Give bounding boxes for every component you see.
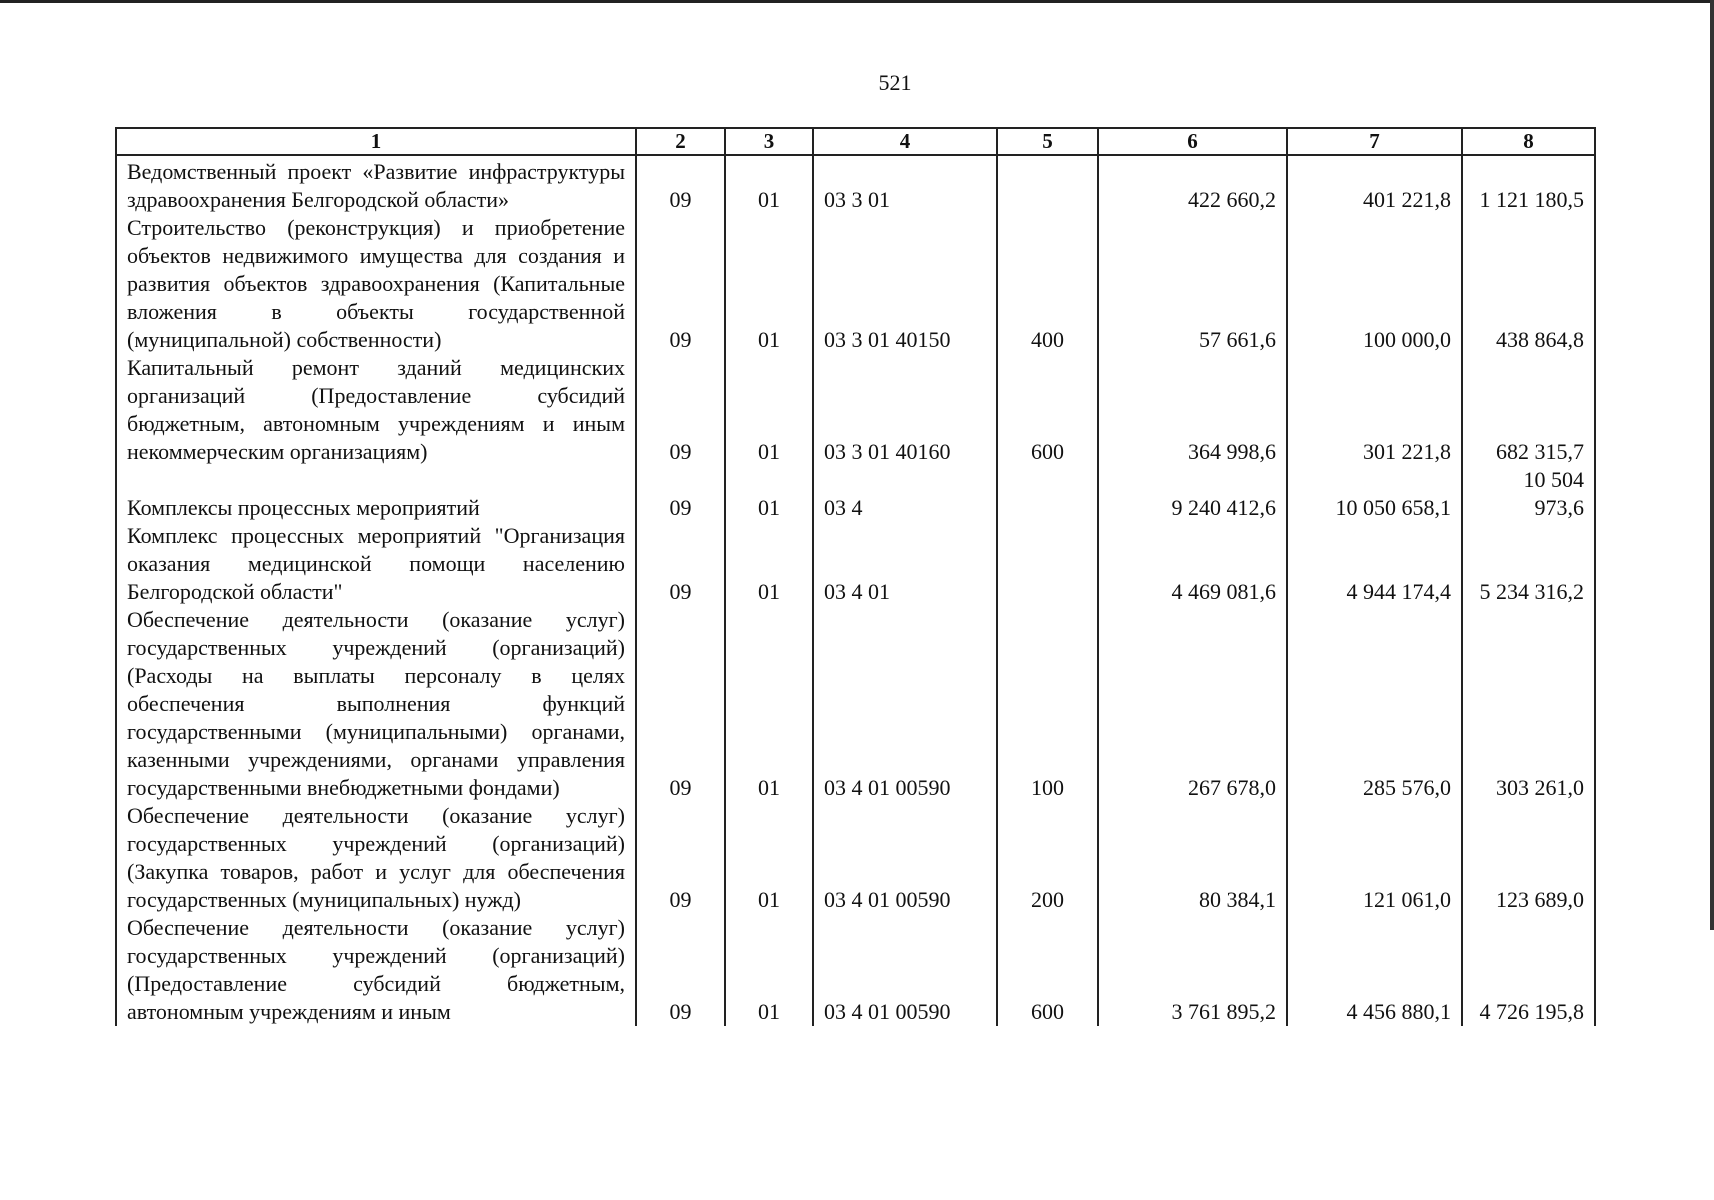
row-expense-type bbox=[997, 522, 1098, 606]
row-amount-col8: 438 864,8 bbox=[1462, 214, 1595, 354]
row-subsection: 01 bbox=[725, 802, 813, 914]
row-target-code: 03 3 01 40160 bbox=[813, 354, 997, 466]
row-section: 09 bbox=[636, 466, 725, 522]
row-section: 09 bbox=[636, 214, 725, 354]
row-amount-col8: 10 504 973,6 bbox=[1462, 466, 1595, 522]
table-row bbox=[116, 155, 1595, 214]
page-edge bbox=[1710, 0, 1714, 930]
row-name: Ведомственный проект «Развитие инфраструктуры здравоохранения Белгородской области» bbox=[116, 155, 636, 214]
row-expense-type bbox=[997, 155, 1098, 214]
row-section: 09 bbox=[636, 155, 725, 214]
header-row bbox=[116, 128, 1595, 155]
row-amount-col7: 121 061,0 bbox=[1287, 802, 1462, 914]
row-amount-col6: 3 761 895,2 bbox=[1098, 914, 1287, 1026]
row-expense-type: 200 bbox=[997, 802, 1098, 914]
row-subsection: 01 bbox=[725, 466, 813, 522]
row-section: 09 bbox=[636, 914, 725, 1026]
row-amount-col6: 422 660,2 bbox=[1098, 155, 1287, 214]
header-col-1: 1 bbox=[116, 128, 636, 155]
row-section: 09 bbox=[636, 522, 725, 606]
row-target-code: 03 4 01 00590 bbox=[813, 802, 997, 914]
page-number: 521 bbox=[878, 70, 912, 95]
header-col-3: 3 bbox=[725, 128, 813, 155]
row-target-code: 03 4 01 00590 bbox=[813, 606, 997, 802]
row-section: 09 bbox=[636, 354, 725, 466]
row-expense-type: 400 bbox=[997, 214, 1098, 354]
row-amount-col7: 10 050 658,1 bbox=[1287, 466, 1462, 522]
row-target-code: 03 3 01 bbox=[813, 155, 997, 214]
row-amount-col7: 100 000,0 bbox=[1287, 214, 1462, 354]
row-amount-col8: 4 726 195,8 bbox=[1462, 914, 1595, 1026]
table-row bbox=[116, 354, 1595, 466]
row-amount-col6: 9 240 412,6 bbox=[1098, 466, 1287, 522]
row-expense-type: 100 bbox=[997, 606, 1098, 802]
row-name: Комплексы процессных мероприятий bbox=[116, 466, 636, 522]
row-amount-col8: 682 315,7 bbox=[1462, 354, 1595, 466]
row-name: Обеспечение деятельности (оказание услуг) государственных учреждений (организаций) (Расходы на выплаты персоналу в целях обеспечения выполнения функций государственными (муниципальными) органами, казенными учреждениями, органами управления государственными внебюджетными фондами) bbox=[116, 606, 636, 802]
row-section: 09 bbox=[636, 606, 725, 802]
row-subsection: 01 bbox=[725, 155, 813, 214]
row-amount-col6: 267 678,0 bbox=[1098, 606, 1287, 802]
table-row bbox=[116, 802, 1595, 914]
row-name: Обеспечение деятельности (оказание услуг) государственных учреждений (организаций) (Предоставление субсидий бюджетным, автономным учреждениям и иным bbox=[116, 914, 636, 1026]
header-col-2: 2 bbox=[636, 128, 725, 155]
budget-table bbox=[115, 127, 1596, 1026]
table-row bbox=[116, 214, 1595, 354]
row-amount-col6: 4 469 081,6 bbox=[1098, 522, 1287, 606]
row-amount-col8: 1 121 180,5 bbox=[1462, 155, 1595, 214]
header-col-5: 5 bbox=[997, 128, 1098, 155]
table-row bbox=[116, 606, 1595, 802]
row-name: Капитальный ремонт зданий медицинских организаций (Предоставление субсидий бюджетным, автономным учреждениям и иным некоммерческим организациям) bbox=[116, 354, 636, 466]
header-col-7: 7 bbox=[1287, 128, 1462, 155]
row-amount-col6: 364 998,6 bbox=[1098, 354, 1287, 466]
row-amount-col7: 401 221,8 bbox=[1287, 155, 1462, 214]
row-target-code: 03 4 01 00590 bbox=[813, 914, 997, 1026]
row-expense-type bbox=[997, 466, 1098, 522]
top-rule bbox=[0, 0, 1714, 3]
table-row bbox=[116, 914, 1595, 1026]
row-expense-type: 600 bbox=[997, 914, 1098, 1026]
row-subsection: 01 bbox=[725, 522, 813, 606]
row-section: 09 bbox=[636, 802, 725, 914]
row-amount-col7: 4 456 880,1 bbox=[1287, 914, 1462, 1026]
table-row bbox=[116, 466, 1595, 522]
row-target-code: 03 4 01 bbox=[813, 522, 997, 606]
row-amount-col8: 303 261,0 bbox=[1462, 606, 1595, 802]
table-row bbox=[116, 522, 1595, 606]
row-name: Обеспечение деятельности (оказание услуг) государственных учреждений (организаций) (Закупка товаров, работ и услуг для обеспечения государственных (муниципальных) нужд) bbox=[116, 802, 636, 914]
row-amount-col8: 123 689,0 bbox=[1462, 802, 1595, 914]
row-name: Строительство (реконструкция) и приобретение объектов недвижимого имущества для создания и развития объектов здравоохранения (Капитальные вложения в объекты государственной (муниципальной) собственности) bbox=[116, 214, 636, 354]
row-subsection: 01 bbox=[725, 214, 813, 354]
table-body bbox=[116, 155, 1595, 1026]
row-expense-type: 600 bbox=[997, 354, 1098, 466]
header-col-6: 6 bbox=[1098, 128, 1287, 155]
row-name: Комплекс процессных мероприятий "Организация оказания медицинской помощи населению Белгородской области" bbox=[116, 522, 636, 606]
row-amount-col6: 80 384,1 bbox=[1098, 802, 1287, 914]
row-subsection: 01 bbox=[725, 354, 813, 466]
row-subsection: 01 bbox=[725, 914, 813, 1026]
header-col-8: 8 bbox=[1462, 128, 1595, 155]
row-amount-col7: 301 221,8 bbox=[1287, 354, 1462, 466]
row-amount-col7: 285 576,0 bbox=[1287, 606, 1462, 802]
row-amount-col8: 5 234 316,2 bbox=[1462, 522, 1595, 606]
row-amount-col7: 4 944 174,4 bbox=[1287, 522, 1462, 606]
row-subsection: 01 bbox=[725, 606, 813, 802]
row-target-code: 03 4 bbox=[813, 466, 997, 522]
header-col-4: 4 bbox=[813, 128, 997, 155]
row-amount-col6: 57 661,6 bbox=[1098, 214, 1287, 354]
row-target-code: 03 3 01 40150 bbox=[813, 214, 997, 354]
